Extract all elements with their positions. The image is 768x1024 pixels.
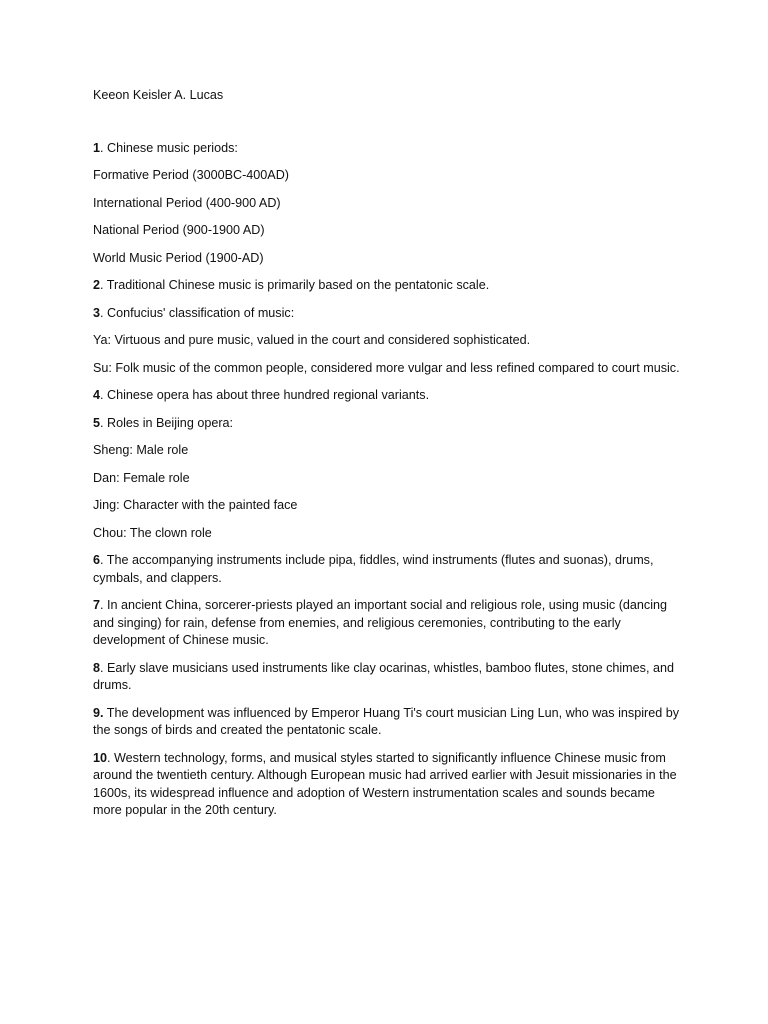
paragraph-text: . Traditional Chinese music is primarily based on the pentatonic scale. [100, 278, 490, 292]
paragraph [93, 442, 683, 460]
paragraph [93, 195, 683, 213]
author-name: Keeon Keisler A. Lucas [93, 88, 224, 102]
paragraph-text: . Early slave musicians used instruments like clay ocarinas, whistles, bamboo flutes, stone chimes, and drums. [93, 660, 674, 692]
paragraph-text: Dan: Female role [93, 470, 190, 485]
paragraph-text: . Confucius' classification of music: [100, 305, 295, 320]
paragraph [93, 167, 683, 185]
paragraph-text: Ya: Virtuous and pure music, valued in the court and considered sophisticated. [93, 333, 531, 347]
paragraph-text: Formative Period (3000BC-400AD) [93, 168, 289, 182]
item-number: 10 [93, 750, 108, 765]
item-number: 9. [93, 705, 104, 720]
paragraph-text: . Roles in Beijing opera: [100, 415, 234, 430]
paragraph [93, 597, 683, 650]
paragraph [93, 305, 683, 323]
paragraph-text: Sheng: Male role [93, 443, 189, 457]
paragraph [93, 497, 683, 515]
paragraph [93, 140, 683, 158]
paragraph [93, 332, 683, 350]
paragraph [93, 525, 683, 543]
item-number: 7 [93, 598, 101, 612]
paragraph [93, 387, 683, 405]
paragraph-text: National Period (900-1900 AD) [93, 223, 265, 237]
paragraph [93, 277, 683, 295]
item-number: 8 [93, 660, 101, 675]
paragraph-text: The development was influenced by Emperor Huang Ti's court musician Ling Lun, who was inspired by the songs of birds and created the pentatonic scale. [93, 705, 680, 737]
paragraph-text: Su: Folk music of the common people, considered more vulgar and less refined compared to court music. [93, 360, 680, 375]
paragraph-text: Chou: The clown role [93, 525, 212, 540]
paragraph [93, 750, 683, 820]
paragraph-text: . Western technology, forms, and musical styles started to significantly influence Chinese music from around the twentieth century. Although European music had arrived earlier with Jesuit missionaries in the 1600s, its widespread influence and adoption of Western instrumentation scales and sounds became more popular in the 20th century. [93, 750, 677, 817]
paragraph [93, 415, 683, 433]
item-number: 3 [93, 305, 101, 320]
paragraph-text: World Music Period (1900-AD) [93, 250, 264, 265]
paragraph [93, 360, 683, 378]
paragraph [93, 552, 683, 587]
paragraph [93, 660, 683, 695]
item-number: 6 [93, 553, 101, 567]
paragraph [93, 250, 683, 268]
item-number: 2 [93, 278, 101, 292]
paragraph [93, 222, 683, 240]
paragraph-text: International Period (400-900 AD) [93, 195, 281, 210]
paragraph-text: . Chinese music periods: [100, 140, 238, 155]
document-body [93, 87, 683, 830]
item-number: 1 [93, 140, 101, 155]
paragraph-list [93, 140, 683, 820]
paragraph-text: . The accompanying instruments include pipa, fiddles, wind instruments (flutes and suonas), drums, cymbals, and clappers. [93, 553, 654, 585]
paragraph-text: . In ancient China, sorcerer-priests played an important social and religious role, using music (dancing and singing) for rain, defense from enemies, and religious ceremonies, contributing to the early development of Chinese music. [93, 598, 668, 647]
paragraph [93, 705, 683, 740]
paragraph-text: Jing: Character with the painted face [93, 498, 298, 512]
item-number: 4 [93, 388, 101, 402]
item-number: 5 [93, 415, 101, 430]
paragraph-text: . Chinese opera has about three hundred regional variants. [100, 388, 430, 402]
paragraph [93, 470, 683, 488]
